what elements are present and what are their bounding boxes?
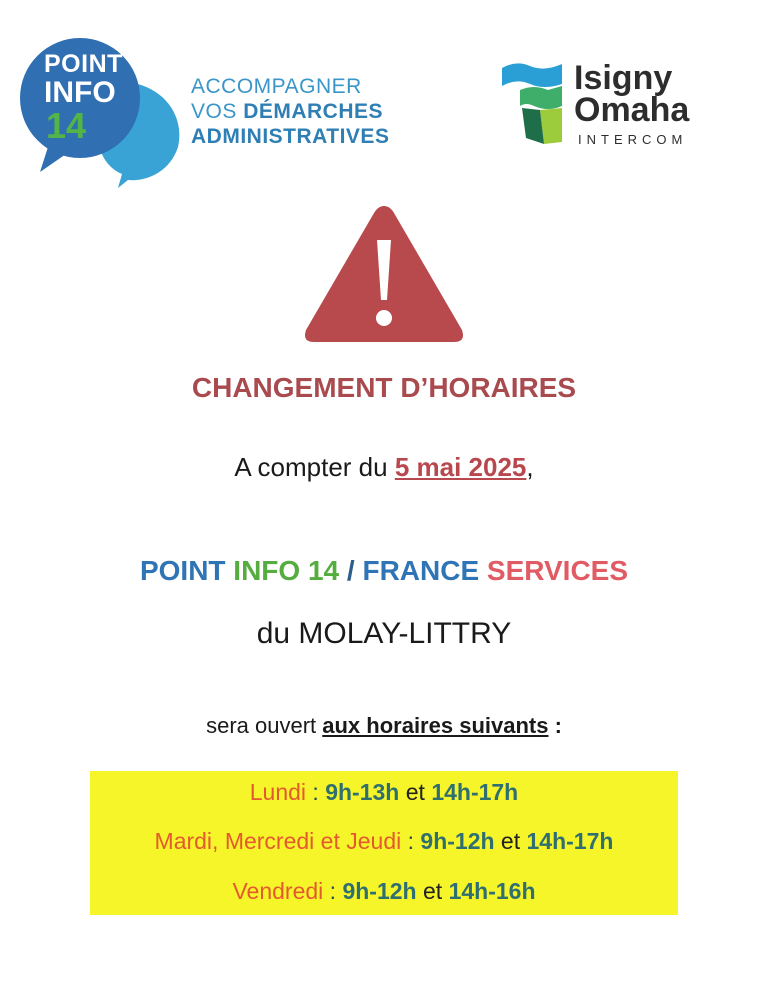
isigny-omaha-mark-icon	[500, 58, 572, 148]
opening-hours-box	[90, 771, 678, 915]
warning-triangle-icon	[298, 200, 470, 348]
isigny-omaha-logo	[500, 58, 740, 158]
logo-text-14: 14	[46, 105, 87, 146]
effective-date: 5 mai 2025	[394, 452, 527, 482]
location-name: du MOLAY-LITTRY	[256, 617, 512, 650]
logo-text-point: POINT	[44, 50, 123, 78]
hours-row: Lundi : 9h-13h et 14h-17h	[249, 779, 519, 805]
logo-tagline	[191, 74, 389, 149]
point-info-14-logo	[18, 22, 418, 192]
service-name: POINT INFO 14 / FRANCE SERVICES	[139, 555, 629, 586]
logo-text-intercom: INTERCOM	[578, 132, 688, 147]
hours-row: Mardi, Mercredi et Jeudi : 9h-12h et 14h-17h	[154, 828, 614, 854]
tagline-line-1: ACCOMPAGNER	[191, 75, 362, 98]
opening-hours-intro: sera ouvert aux horaires suivants :	[206, 713, 562, 738]
tagline-line-2: VOS DÉMARCHES	[191, 100, 384, 123]
effective-date-line: A compter du 5 mai 2025,	[234, 452, 534, 482]
logo-text-isigny-omaha: Isigny Omaha	[574, 59, 690, 129]
tagline-line-3: ADMINISTRATIVES	[191, 125, 390, 148]
notice-title: CHANGEMENT D’HORAIRES	[191, 372, 577, 403]
logo-text-info: INFO	[44, 76, 116, 109]
hours-row: Vendredi : 9h-12h et 14h-16h	[232, 878, 536, 904]
